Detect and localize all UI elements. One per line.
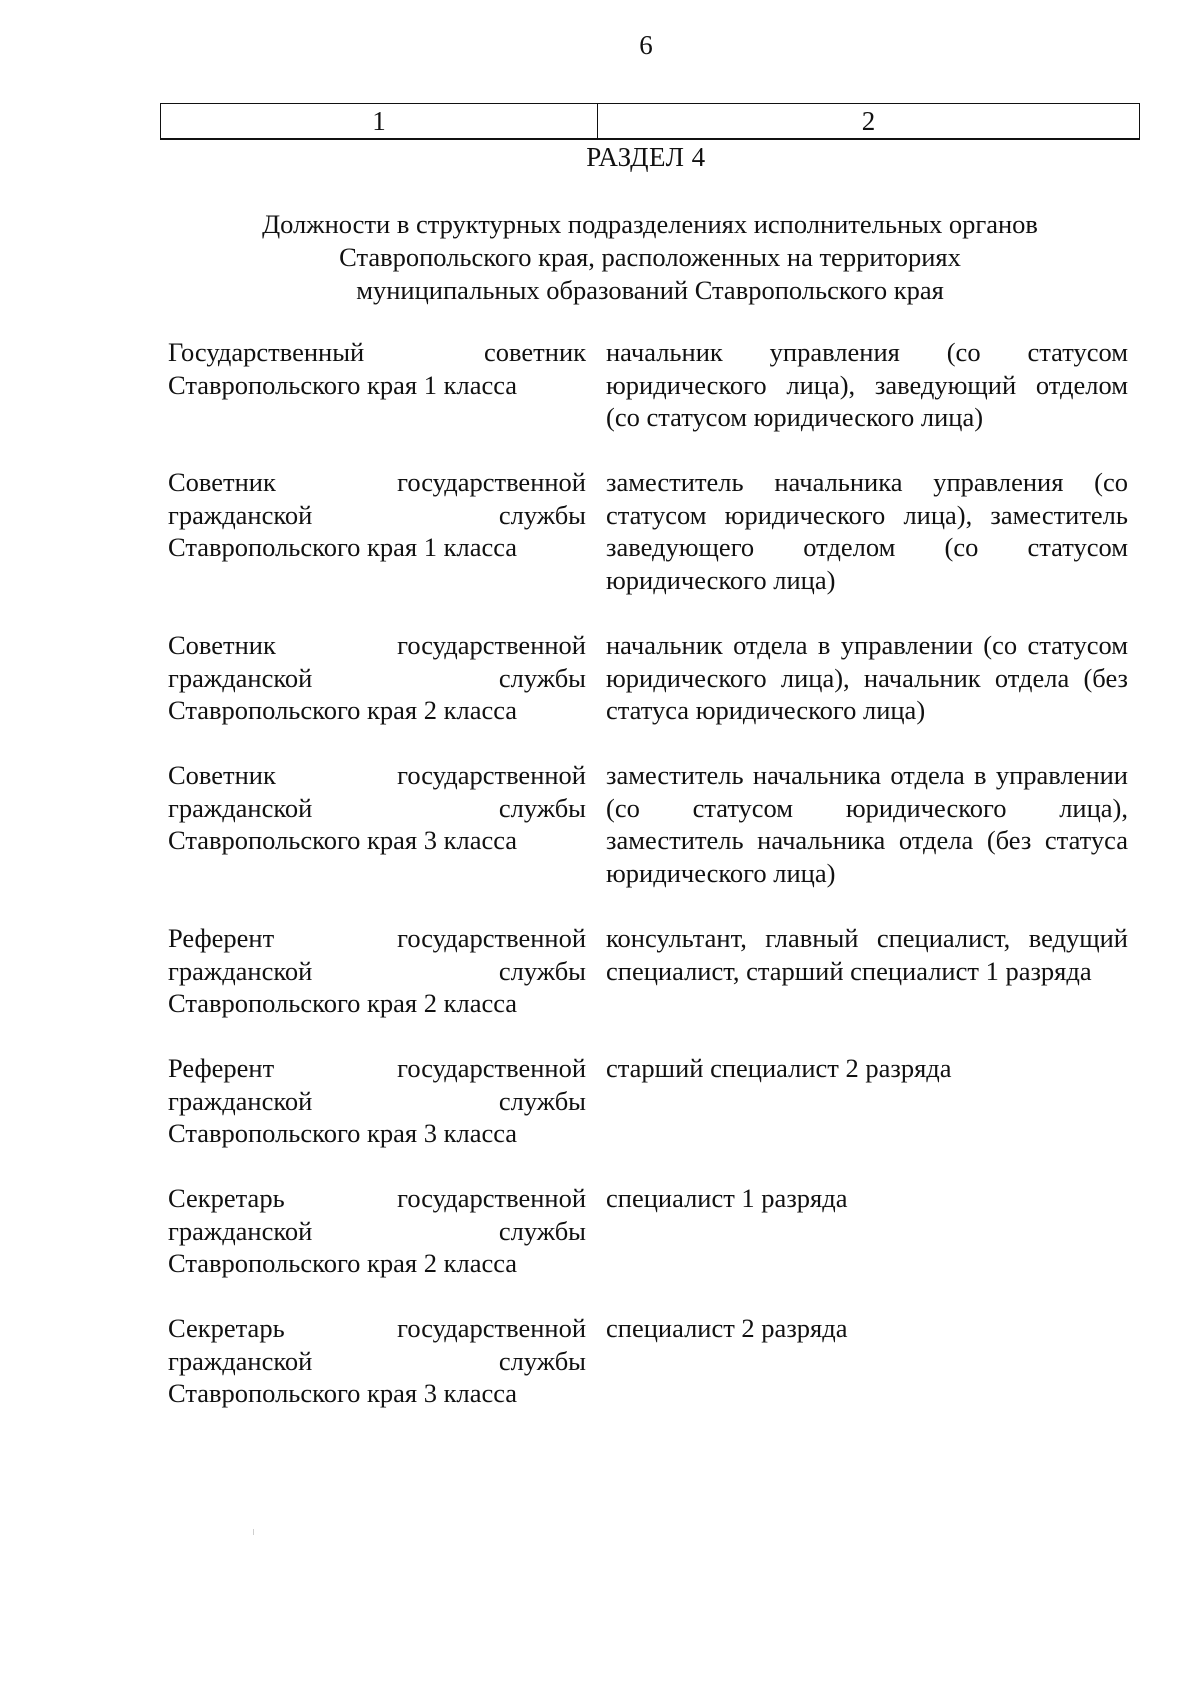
position-cell: начальник управления (со статусом юридического лица), заведующий отделом (со статусом юридического лица)	[606, 337, 1128, 432]
table-row	[168, 1052, 1128, 1182]
table-row	[168, 466, 1128, 629]
table-row	[168, 336, 1128, 466]
rank-cell: Государственный советник Ставропольского края 1 класса	[168, 337, 586, 400]
table-row	[168, 922, 1128, 1052]
table-header-column-1: 1	[161, 104, 598, 138]
rank-cell: Секретарь государственной гражданской службы Ставропольского края 2 класса	[168, 1183, 586, 1278]
positions-table	[168, 336, 1128, 1442]
table-row	[168, 1312, 1128, 1442]
rank-cell: Референт государственной гражданской службы Ставропольского края 3 класса	[168, 1053, 586, 1148]
position-cell: заместитель начальника управления (со статусом юридического лица), заместитель заведующего отделом (со статусом юридического лица)	[606, 467, 1128, 595]
table-row	[168, 1182, 1128, 1312]
position-cell: специалист 2 разряда	[606, 1313, 848, 1343]
rank-cell: Секретарь государственной гражданской службы Ставропольского края 3 класса	[168, 1313, 586, 1408]
table-header-column-2: 2	[861, 106, 876, 136]
section-heading-line: муниципальных образований Ставропольского края	[356, 275, 944, 305]
rank-cell: Советник государственной гражданской службы Ставропольского края 2 класса	[168, 630, 586, 725]
table-header	[160, 103, 1140, 140]
rank-cell: Референт государственной гражданской службы Ставропольского края 2 класса	[168, 923, 586, 1018]
section-heading	[160, 208, 1140, 307]
position-cell: консультант, главный специалист, ведущий специалист, старший специалист 1 разряда	[606, 923, 1128, 986]
section-heading-line: Ставропольского края, расположенных на территориях	[339, 242, 961, 272]
table-row	[168, 759, 1128, 922]
section-heading-line: Должности в структурных подразделениях исполнительных органов	[262, 209, 1038, 239]
position-cell: начальник отдела в управлении (со статусом юридического лица), начальник отдела (без статуса юридического лица)	[606, 630, 1128, 725]
rank-cell: Советник государственной гражданской службы Ставропольского края 3 класса	[168, 760, 586, 855]
position-cell: специалист 1 разряда	[606, 1183, 848, 1213]
scan-mark	[253, 1529, 254, 1535]
position-cell: старший специалист 2 разряда	[606, 1053, 952, 1083]
table-row	[168, 629, 1128, 759]
position-cell: заместитель начальника отдела в управлении (со статусом юридического лица), заместитель начальника отдела (без статуса юридического лица)	[606, 760, 1128, 888]
rank-cell: Советник государственной гражданской службы Ставропольского края 1 класса	[168, 467, 586, 562]
page-number: 6	[639, 30, 653, 60]
section-title: РАЗДЕЛ 4	[586, 142, 706, 172]
